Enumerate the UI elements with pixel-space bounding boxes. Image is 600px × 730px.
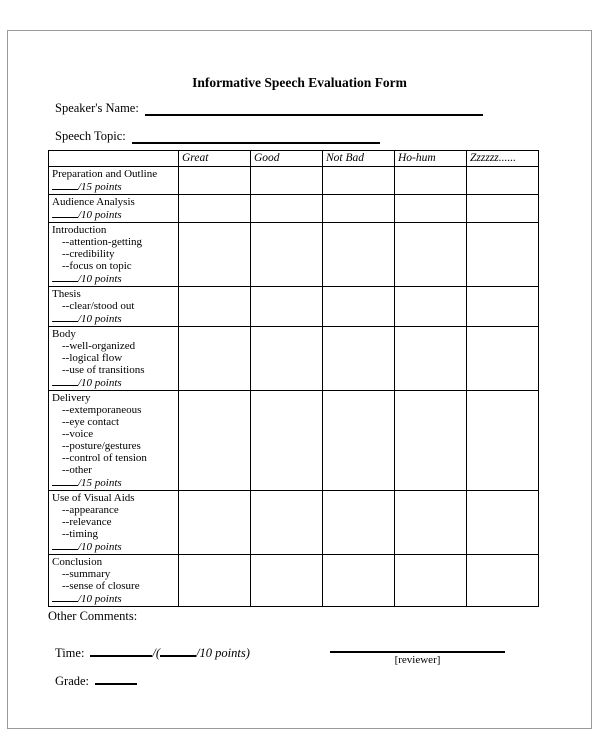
rating-cell: [467, 223, 539, 287]
points-line: [52, 592, 175, 605]
criterion-subitem: --relevance: [62, 516, 112, 528]
criterion-subitem: --logical flow: [62, 352, 123, 364]
points-line: [52, 208, 175, 221]
criterion-subitem: --well-organized: [62, 340, 136, 352]
criterion-title: Preparation and Outline: [52, 168, 158, 180]
speech-topic-label: Speech Topic:: [55, 129, 126, 143]
rating-cell: [467, 195, 539, 223]
rating-cell: [251, 491, 323, 555]
rating-cell: [179, 223, 251, 287]
speech-topic-field: [55, 129, 591, 144]
criterion-subitem: --timing: [62, 528, 99, 540]
rating-cell: [251, 327, 323, 391]
grade-blank: [95, 671, 137, 685]
rating-cell: [323, 167, 395, 195]
rating-cell: [467, 167, 539, 195]
criterion-cell: [49, 195, 179, 223]
points-line: [52, 272, 175, 285]
rating-cell: [395, 491, 467, 555]
rating-cell: [179, 195, 251, 223]
points-label: /15 points: [78, 477, 122, 489]
rating-cell: [179, 167, 251, 195]
criterion-title: Delivery: [52, 392, 91, 404]
rating-cell: [323, 391, 395, 491]
time-field: [55, 643, 250, 660]
points-blank: [52, 180, 78, 190]
rating-cell: [179, 391, 251, 491]
table-row-delivery: [49, 391, 539, 491]
rating-cell: [467, 555, 539, 607]
document-page: [7, 30, 592, 729]
rating-cell: [323, 491, 395, 555]
time-blank: [90, 643, 152, 657]
points-line: [52, 376, 175, 389]
points-blank: [52, 540, 78, 550]
header-ho-hum: Ho-hum: [395, 151, 467, 167]
rating-cell: [467, 327, 539, 391]
rating-cell: [395, 223, 467, 287]
rating-cell: [323, 327, 395, 391]
points-line: [52, 476, 175, 489]
points-line: [52, 540, 175, 553]
table-row-body: [49, 327, 539, 391]
rating-cell: [395, 327, 467, 391]
rating-cell: [251, 555, 323, 607]
points-blank: [52, 208, 78, 218]
points-blank: [52, 312, 78, 322]
criterion-title: Introduction: [52, 224, 107, 236]
rating-cell: [251, 167, 323, 195]
criterion-subitem: --eye contact: [62, 416, 120, 428]
points-label: /10 points: [78, 313, 122, 325]
criterion-title: Thesis: [52, 288, 81, 300]
other-comments-label: Other Comments:: [48, 609, 138, 623]
time-separator: /(: [152, 646, 161, 660]
table-row-introduction: [49, 223, 539, 287]
points-label: /10 points: [78, 273, 122, 285]
criterion-subitem: --credibility: [62, 248, 115, 260]
header-not-bad: Not Bad: [323, 151, 395, 167]
criterion-subitem: --control of tension: [62, 452, 147, 464]
speaker-name-field: [55, 101, 591, 116]
criterion-cell: [49, 555, 179, 607]
reviewer-field: [330, 631, 505, 667]
evaluation-table: [48, 150, 539, 607]
criterion-subitem: --clear/stood out: [62, 300, 135, 312]
rating-cell: [251, 195, 323, 223]
criterion-title: Audience Analysis: [52, 196, 135, 208]
criterion-subitem: --voice: [62, 428, 94, 440]
points-label: /15 points: [78, 181, 122, 193]
rating-cell: [467, 287, 539, 327]
criterion-cell: [49, 223, 179, 287]
points-label: /10 points: [78, 377, 122, 389]
time-points-suffix: /10 points): [196, 646, 250, 660]
rating-cell: [179, 327, 251, 391]
page-title: Informative Speech Evaluation Form: [192, 75, 407, 90]
table-row-audience: [49, 195, 539, 223]
rating-cell: [251, 287, 323, 327]
rating-cell: [323, 195, 395, 223]
criterion-title: Conclusion: [52, 556, 103, 568]
rating-cell: [323, 223, 395, 287]
header-great: Great: [179, 151, 251, 167]
reviewer-label: [reviewer]: [394, 654, 441, 666]
criterion-title: Body: [52, 328, 76, 340]
points-blank: [52, 272, 78, 282]
points-line: [52, 180, 175, 193]
criterion-cell: [49, 391, 179, 491]
time-points-blank: [160, 643, 196, 657]
criterion-subitem: --other: [62, 464, 92, 476]
points-blank: [52, 476, 78, 486]
criterion-subitem: --attention-getting: [62, 236, 143, 248]
rating-cell: [251, 391, 323, 491]
table-row-preparation: [49, 167, 539, 195]
criterion-cell: [49, 167, 179, 195]
rating-cell: [251, 223, 323, 287]
time-label: Time:: [55, 646, 85, 660]
speech-topic-blank: [132, 130, 380, 144]
rating-cell: [179, 491, 251, 555]
rating-cell: [395, 555, 467, 607]
points-blank: [52, 592, 78, 602]
header-zzzzzz: Zzzzzz......: [467, 151, 539, 167]
criterion-cell: [49, 491, 179, 555]
table-row-visual-aids: [49, 491, 539, 555]
criterion-title: Use of Visual Aids: [52, 492, 135, 504]
rating-cell: [179, 555, 251, 607]
criterion-cell: [49, 287, 179, 327]
criterion-cell: [49, 327, 179, 391]
points-line: [52, 312, 175, 325]
points-label: /10 points: [78, 593, 122, 605]
rating-cell: [467, 491, 539, 555]
table-row-conclusion: [49, 555, 539, 607]
points-label: /10 points: [78, 209, 122, 221]
rating-cell: [323, 287, 395, 327]
points-blank: [52, 376, 78, 386]
rating-cell: [323, 555, 395, 607]
points-label: /10 points: [78, 541, 122, 553]
rating-cell: [395, 167, 467, 195]
criteria-header-cell: [49, 151, 179, 167]
table-header-row: [49, 151, 539, 167]
criterion-subitem: --posture/gestures: [62, 440, 141, 452]
criterion-subitem: --summary: [62, 568, 111, 580]
rating-cell: [467, 391, 539, 491]
criterion-subitem: --appearance: [62, 504, 119, 516]
rating-cell: [395, 195, 467, 223]
grade-field: [55, 671, 137, 688]
rating-cell: [395, 391, 467, 491]
criterion-subitem: --sense of closure: [62, 580, 140, 592]
reviewer-signature-line: [330, 631, 505, 653]
criterion-subitem: --focus on topic: [62, 260, 132, 272]
speaker-name-blank: [145, 102, 483, 116]
criterion-subitem: --use of transitions: [62, 364, 145, 376]
grade-label: Grade:: [55, 674, 90, 688]
speaker-name-label: Speaker's Name:: [55, 101, 139, 115]
criterion-subitem: --extemporaneous: [62, 404, 142, 416]
header-good: Good: [251, 151, 323, 167]
rating-cell: [179, 287, 251, 327]
rating-cell: [395, 287, 467, 327]
table-row-thesis: [49, 287, 539, 327]
